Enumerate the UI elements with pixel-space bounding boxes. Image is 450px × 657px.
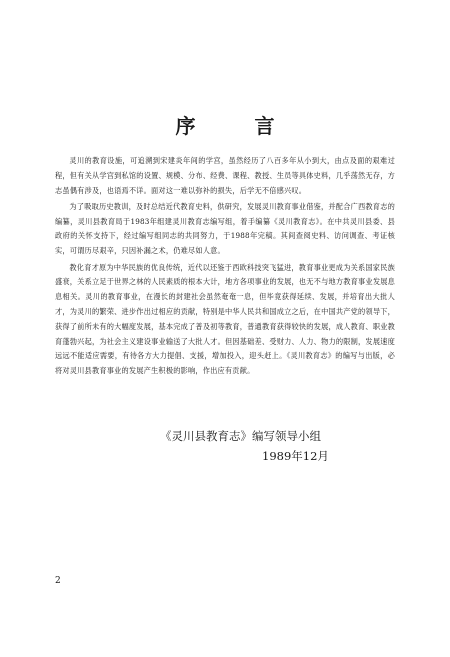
signature-date: 1989年12月	[262, 449, 329, 463]
page-number: 2	[55, 576, 61, 586]
signature-organization: 《灵川县教育志》编写领导小组	[160, 429, 321, 443]
page-title: 序 言	[175, 114, 301, 138]
paragraph-3: 教化育才原为中华民族的优良传统，近代以还鉴于西欧科技突飞猛进，教育事业更成为关系国家民族盛衰，关系立足于世界之林的人民素质的根本大计，地方各项事业的发展，也无不与地方教育事业发展息息相关。灵川的教育事业，在漫长的封建社会虽然奄奄一息，但毕竟获得延续、发展，并培育出大批人才，为灵川的繁荣、进步作出过相应的贡献，特别是中华人民共和国成立之后，在中国共产党的领导下，获得了前所未有的大幅度发展，基本完成了普及初等教育，普通教育获得较快的发展，成人教育、职业教育蓬勃兴起，为社会主义建设事业输送了大批人才。但因基础差、受财力、人力、物力的限制，发展速度远远不能适应需要，有待各方大力提倡、支援，增加投入，迎头赶上。《灵川教育志》的编写与出版，必将对灵川县教育事业的发展产生积极的影响，作出应有贡献。	[55, 262, 395, 376]
paragraph-2: 为了吸取历史教训，及时总结近代教育史料，供研究，发展灵川教育事业借鉴，并配合广西教育志的编纂，灵川县教育局于1983年组建灵川教育志编写组，着手编纂《灵川教育志》。在中共灵川县委、县政府的关怀支持下，经过编写组同志的共同努力，于1988年完稿。其间查阅史料、访问调查、考证核实，可谓历尽艰辛，只因补漏之术，仍难尽如人意。	[55, 201, 395, 256]
paragraph-1: 灵川的教育设施，可追溯到宋建炎年间的学宫，虽然经历了八百多年从小到大，由点及面的艰难过程，但有关从学宫到私馆的设置、规模、分布、经费、课程、教授、生员等具体史料，几乎荡然无存，方志虽偶有涉及，也语焉不详。面对这一难以弥补的损失，后学无不倍感兴叹。	[55, 156, 395, 195]
preface-body	[55, 154, 395, 380]
